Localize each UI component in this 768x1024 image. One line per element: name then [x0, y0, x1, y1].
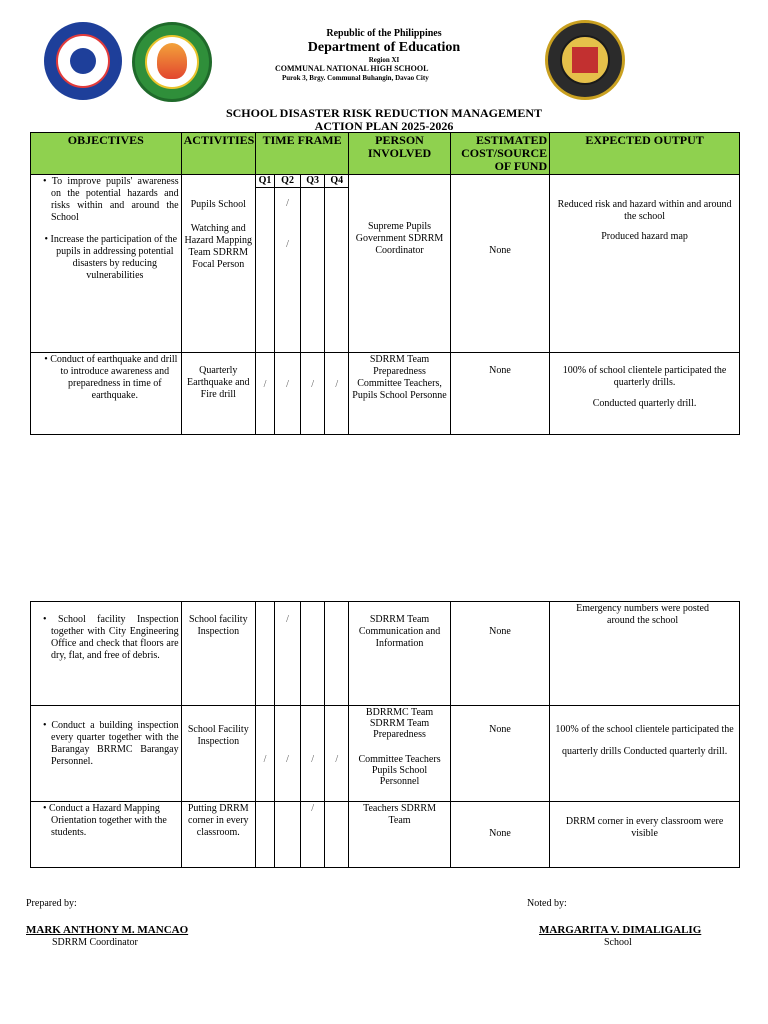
row2-q1-mark: / [255, 353, 274, 435]
row4-output-1: 100% of the school clientele participated the [555, 724, 734, 735]
row1-output-2: Produced hazard map [601, 231, 688, 242]
output-header: EXPECTED OUTPUT [550, 133, 740, 175]
person-header: PERSON INVOLVED [349, 133, 450, 175]
row2-q3-mark: / [301, 353, 325, 435]
row5-person: Teachers SDRRM Team [349, 802, 450, 868]
cost-header: ESTIMATED COST/SOURCE OF FUND [450, 133, 549, 175]
plan-subtitle: ACTION PLAN 2025-2026 [314, 119, 454, 133]
row2-output-2: Conducted quarterly drill. [592, 398, 697, 409]
q3-label: Q3 [301, 175, 324, 188]
prepared-by-title: SDRRM Coordinator [52, 937, 138, 948]
row1-activity-1: Pupils School [190, 199, 246, 210]
row5-output: DRRM corner in every classroom were visible [550, 802, 740, 868]
objectives-header: OBJECTIVES [31, 133, 182, 175]
row4-person-bottom: Committee Teachers Pupils School Personnel [358, 754, 441, 787]
row3-person: SDRRM Team Communication and Information [349, 602, 450, 706]
row3-q2-mark: / [275, 602, 301, 706]
row1-objective-2: Increase the participation of the pupils in addressing potential disasters by reducing vulnerabilities [50, 234, 178, 281]
row1-q2-mark-2: / [286, 239, 289, 250]
row3-activity: School facility Inspection [181, 602, 255, 706]
school-name: COMMUNAL NATIONAL HIGH SCHOOL [275, 64, 429, 73]
bullet: • [43, 803, 50, 814]
table-row [31, 706, 740, 802]
row2-activity: Quarterly Earthquake and Fire drill [181, 353, 255, 435]
row2-output-1: 100% of school clientele participated the quarterly drills. [562, 365, 727, 388]
row3-cost: None [450, 602, 549, 706]
row2-q2-mark: / [275, 353, 301, 435]
prepared-by-label: Prepared by: [26, 898, 77, 909]
row4-q4-mark: / [325, 706, 349, 802]
row3-output: Emergency numbers were posted around the school [550, 602, 740, 706]
table-row [31, 353, 740, 435]
school-address: Purok 3, Brgy. Communal Buhangin, Davao City [282, 74, 429, 82]
table-row [31, 802, 740, 868]
row1-q2-mark: / [286, 198, 289, 209]
republic-line: Republic of the Philippines [326, 28, 442, 39]
row5-objective: Conduct a Hazard Mapping Orientation together with the students. [49, 803, 167, 838]
row1-activity-2: Watching and Hazard Mapping Team SDRRM Focal Person [184, 223, 253, 270]
row4-cost: None [450, 706, 549, 802]
department-line: Department of Education [307, 40, 461, 55]
row2-objective: Conduct of earthquake and drill to introduce awareness and preparedness in time of earthquake. [50, 354, 178, 401]
prepared-by-name: MARK ANTHONY M. MANCAO [26, 924, 189, 936]
row4-objective: Conduct a building inspection every quarter together with the Barangay BRRMC Barangay Personnel. [51, 720, 179, 767]
row4-q1-mark: / [255, 706, 274, 802]
row5-q3-mark: / [301, 802, 325, 868]
action-plan-table-1 [30, 132, 740, 435]
action-plan-table-2 [30, 601, 740, 868]
row2-person: SDRRM Team Preparedness Committee Teachers, Pupils School Personne [349, 353, 450, 435]
row4-q2-mark: / [275, 706, 301, 802]
q1-label: Q1 [255, 175, 274, 188]
bullet: • [43, 720, 52, 731]
table-row [31, 175, 740, 353]
row3-objective: School facility Inspection together with City Engineering Office and check that floors are dry, flat, and free of debris. [51, 614, 179, 661]
activities-header: ACTIVITIES [181, 133, 255, 175]
row5-activity: Putting DRRM corner in every classroom. [181, 802, 255, 868]
time-frame-header: TIME FRAME [255, 133, 348, 175]
q2-label: Q2 [275, 175, 300, 188]
bullet: • [43, 176, 52, 187]
row1-person: Supreme Pupils Government SDRRM Coordinator [349, 175, 450, 353]
row1-objective-1: To improve pupils' awareness on the potential hazards and risks within and around the School [51, 176, 179, 223]
row4-output-2: quarterly drills Conducted quarterly drill. [561, 746, 728, 757]
bullet: • [44, 234, 51, 245]
q4-label: Q4 [325, 175, 348, 188]
bullet: • [43, 614, 58, 625]
row2-cost: None [450, 353, 549, 435]
bullet: • [44, 354, 51, 365]
row5-cost: None [450, 802, 549, 868]
plan-title: SCHOOL DISASTER RISK REDUCTION MANAGEMENT [225, 106, 543, 120]
row4-person-top: BDRRMC Team SDRRM Team Preparedness [365, 707, 434, 740]
row1-output-1: Reduced risk and hazard within and around the school [557, 199, 732, 222]
row4-q3-mark: / [301, 706, 325, 802]
noted-by-name: MARGARITA V. DIMALIGALIG [539, 924, 702, 936]
noted-by-title: School [604, 937, 632, 948]
row4-activity: School Facility Inspection [181, 706, 255, 802]
noted-by-label: Noted by: [527, 898, 567, 909]
region-line: Region XI [368, 56, 400, 64]
row1-cost: None [450, 175, 549, 353]
table-row [31, 602, 740, 706]
row2-q4-mark: / [325, 353, 349, 435]
